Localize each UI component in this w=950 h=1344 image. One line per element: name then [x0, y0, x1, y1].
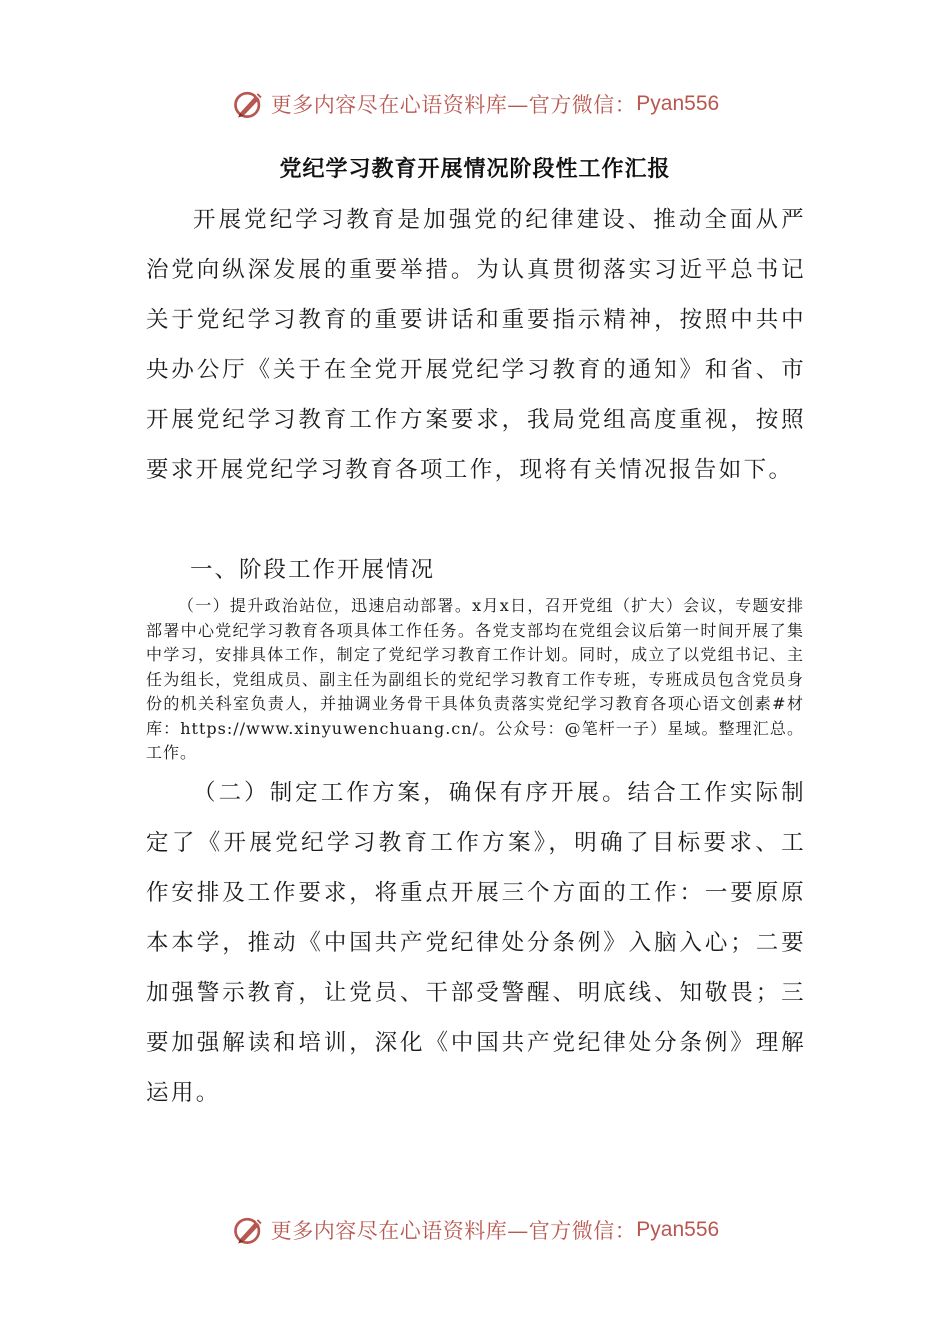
header-watermark-banner [0, 84, 950, 124]
section-heading: 一、阶段工作开展情况 [190, 557, 436, 583]
pen-logo-icon [231, 1212, 267, 1248]
banner-text: 更多内容尽在心语资料库—官方微信： [270, 1219, 637, 1243]
banner-wechat-id: Pyan556 [636, 1218, 720, 1241]
banner-wechat-id: Pyan556 [636, 92, 720, 115]
pen-logo-icon [231, 86, 267, 122]
document-title: 党纪学习教育开展情况阶段性工作汇报 [279, 157, 671, 182]
section-item-1: （一）提升政治站位，迅速启动部署。x月x日，召开党组（扩大）会议，专题安排部署中心党纪学习教育各项具体工作任务。各党支部均在党组会议后第一时间开展了集中学习，安排具体工作，制定了党纪学习教育工作计划。同时，成立了以党组书记、主任为组长，党组成员、副主任为副组长的党纪学习教育工作专班，专班成员包含党员身份的机关科室负责人，并抽调业务骨干具体负责落实党纪学习教育各项心语文创素#材库：https://www.xinyuwenchuang.cn/。公众号：@笔杆一子）星域。整理汇总。工作。 [146, 596, 804, 762]
intro-paragraph: 开展党纪学习教育是加强党的纪律建设、推动全面从严治党向纵深发展的重要举措。为认真贯彻落实习近平总书记关于党纪学习教育的重要讲话和重要指示精神，按照中共中央办公厅《关于在全党开展党纪学习教育的通知》和省、市开展党纪学习教育工作方案要求，我局党组高度重视，按照要求开展党纪学习教育各项工作，现将有关情况报告如下。 [146, 207, 806, 483]
section-item-2: （二）制定工作方案，确保有序开展。结合工作实际制定了《开展党纪学习教育工作方案》，明确了目标要求、工作安排及工作要求，将重点开展三个方面的工作：一要原原本本学，推动《中国共产党纪律处分条例》入脑入心；二要加强警示教育，让党员、干部受警醒、明底线、知敬畏；三要加强解读和培训，深化《中国共产党纪律处分条例》理解运用。 [146, 780, 806, 1106]
footer-watermark-banner [0, 1210, 950, 1250]
banner-text: 更多内容尽在心语资料库—官方微信： [270, 93, 637, 117]
